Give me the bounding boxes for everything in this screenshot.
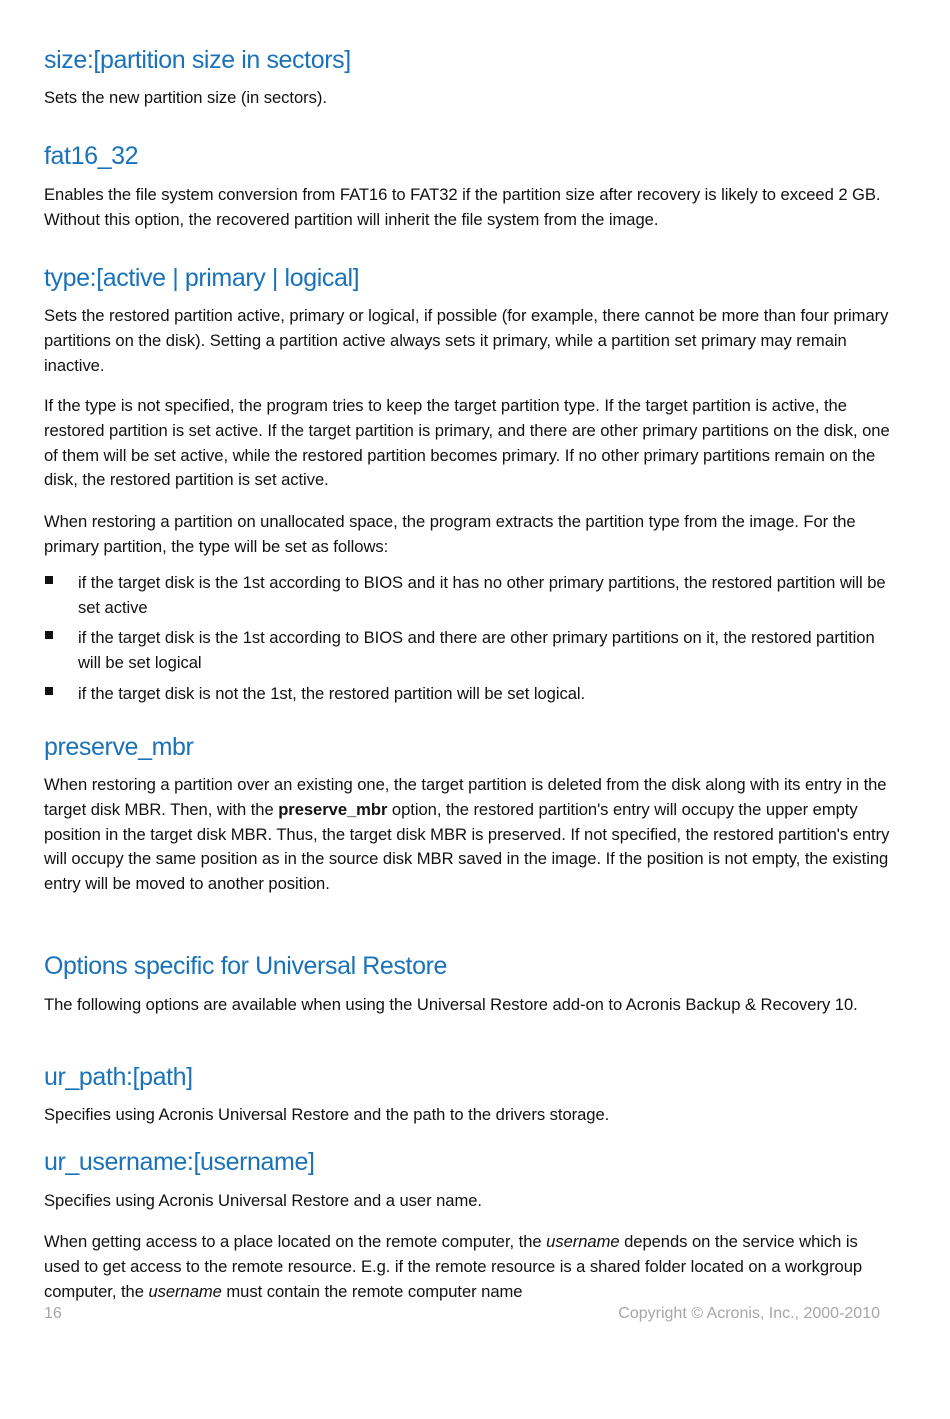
paragraph-universal-restore: The following options are available when using the Universal Restore add-on to Acronis Backup & Recovery 10. <box>44 995 858 1014</box>
bullet-marker <box>45 576 53 584</box>
paragraph-text: must contain the remote computer name <box>221 1281 523 1301</box>
paragraph-text: When restoring a partition over an existing one, the target partition is deleted from the disk along with its entry in the target disk MBR. Then, with the <box>44 775 887 819</box>
bullet-marker <box>45 687 53 695</box>
paragraph-size: Sets the new partition size (in sectors). <box>44 88 327 107</box>
heading-preserve-mbr: preserve_mbr <box>44 733 194 761</box>
paragraph-ur-path: Specifies using Acronis Universal Restore and the path to the drivers storage. <box>44 1105 610 1124</box>
heading-ur-path: ur_path:[path] <box>44 1063 193 1091</box>
heading-fat16-32: fat16_32 <box>44 142 139 170</box>
option-name-bold: preserve_mbr <box>278 799 388 819</box>
paragraph-text: option, the restored partition's entry will occupy the upper empty position in the target disk MBR. Thus, the target disk MBR is preserved. If not specified, the restored partition's entry will occupy the same position as in the source disk MBR saved in the image. If the position is not empty, the existing entry will be moved to another position. <box>44 799 890 894</box>
paragraph-fat16-32: Enables the file system conversion from FAT16 to FAT32 if the partition size after recovery is likely to exceed 2 GB. Without this option, the recovered partition will inherit the file system from the image. <box>44 185 881 229</box>
paragraph-text: When getting access to a place located on the remote computer, the <box>44 1232 547 1251</box>
paragraph-ur-username-2 <box>44 1230 894 1304</box>
heading-ur-username: ur_username:[username] <box>44 1148 315 1176</box>
paragraph-type-2: If the type is not specified, the program tries to keep the target partition type. If the target partition is active, the restored partition is set active. If the target partition is primary, and there are other primary partitions on the disk, one of them will be set active, while the restored partition becomes primary. If no other primary partitions remain on the disk, the restored partition is set active. <box>44 396 890 490</box>
paragraph-ur-username-1: Specifies using Acronis Universal Restore and a user name. <box>44 1191 482 1210</box>
list-item: if the target disk is the 1st according to BIOS and there are other primary partitions on it, the restored partition will be set logical <box>78 628 875 672</box>
username-italic: username <box>546 1232 620 1251</box>
copyright-notice: Copyright © Acronis, Inc., 2000-2010 <box>618 1305 880 1322</box>
heading-type: type:[active | primary | logical] <box>44 264 360 292</box>
paragraph-preserve-mbr <box>44 773 894 897</box>
list-item: if the target disk is the 1st according to BIOS and it has no other primary partitions, the restored partition will be set active <box>78 573 886 617</box>
bullet-marker <box>45 631 53 639</box>
page-number: 16 <box>44 1305 62 1322</box>
heading-universal-restore: Options specific for Universal Restore <box>44 952 448 980</box>
paragraph-text: depends on the service which is used to get access to the remote resource. E.g. if the remote resource is a shared folder located on a workgroup computer, the <box>44 1232 863 1301</box>
paragraph-type-3: When restoring a partition on unallocated space, the program extracts the partition type from the image. For the primary partition, the type will be set as follows: <box>44 512 856 556</box>
list-item: if the target disk is not the 1st, the restored partition will be set logical. <box>78 684 586 703</box>
heading-size: size:[partition size in sectors] <box>44 46 351 74</box>
paragraph-type-1: Sets the restored partition active, primary or logical, if possible (for example, there cannot be more than four primary partitions on the disk). Setting a partition active always sets it primary, while a partition set primary may remain inactive. <box>44 306 889 375</box>
username-italic: username <box>148 1281 222 1301</box>
